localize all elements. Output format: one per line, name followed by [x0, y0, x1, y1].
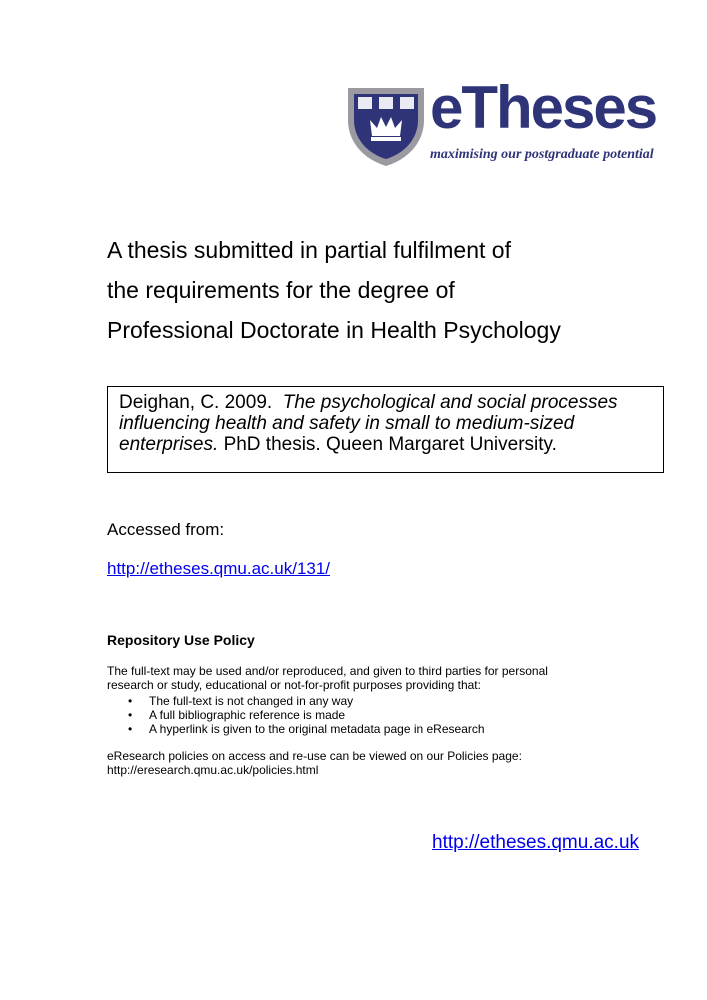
- logo-tagline: maximising our postgraduate potential: [430, 147, 654, 162]
- policy-conditions-list: [128, 694, 485, 736]
- policy-outro: eResearch policies on access and re-use can be viewed on our Policies page: http://eresearch.qmu.ac.uk/policies.html: [107, 749, 522, 777]
- degree-line-2: the requirements for the degree of: [107, 277, 455, 303]
- citation-details: PhD thesis. Queen Margaret University.: [223, 434, 557, 455]
- accessed-label: Accessed from:: [107, 520, 225, 539]
- degree-line-3: Professional Doctorate in Health Psychology: [107, 317, 561, 343]
- degree-line-1: A thesis submitted in partial fulfilment of: [107, 237, 511, 263]
- citation-box: [107, 386, 664, 473]
- thesis-record-link[interactable]: http://etheses.qmu.ac.uk/131/: [107, 559, 331, 578]
- etheses-logo: [346, 74, 670, 168]
- policy-heading: Repository Use Policy: [107, 632, 255, 648]
- degree-statement: [107, 230, 561, 350]
- citation-author-year: Deighan, C. 2009.: [119, 392, 273, 413]
- logo-wordmark: eTheses: [430, 74, 657, 141]
- list-item: • A hyperlink is given to the original metadata page in eResearch: [128, 722, 485, 736]
- etheses-home-link[interactable]: http://etheses.qmu.ac.uk: [432, 832, 640, 853]
- crest-shield-icon: [346, 84, 426, 168]
- policy-intro: The full-text may be used and/or reproduced, and given to third parties for personal research or study, educational or not-for-profit purposes providing that:: [107, 664, 548, 692]
- list-item: • The full-text is not changed in any way: [128, 694, 485, 708]
- citation-title: The psychological and social processes influencing health and safety in small to medium-sized enterprises.: [119, 392, 618, 455]
- list-item: • A full bibliographic reference is made: [128, 708, 485, 722]
